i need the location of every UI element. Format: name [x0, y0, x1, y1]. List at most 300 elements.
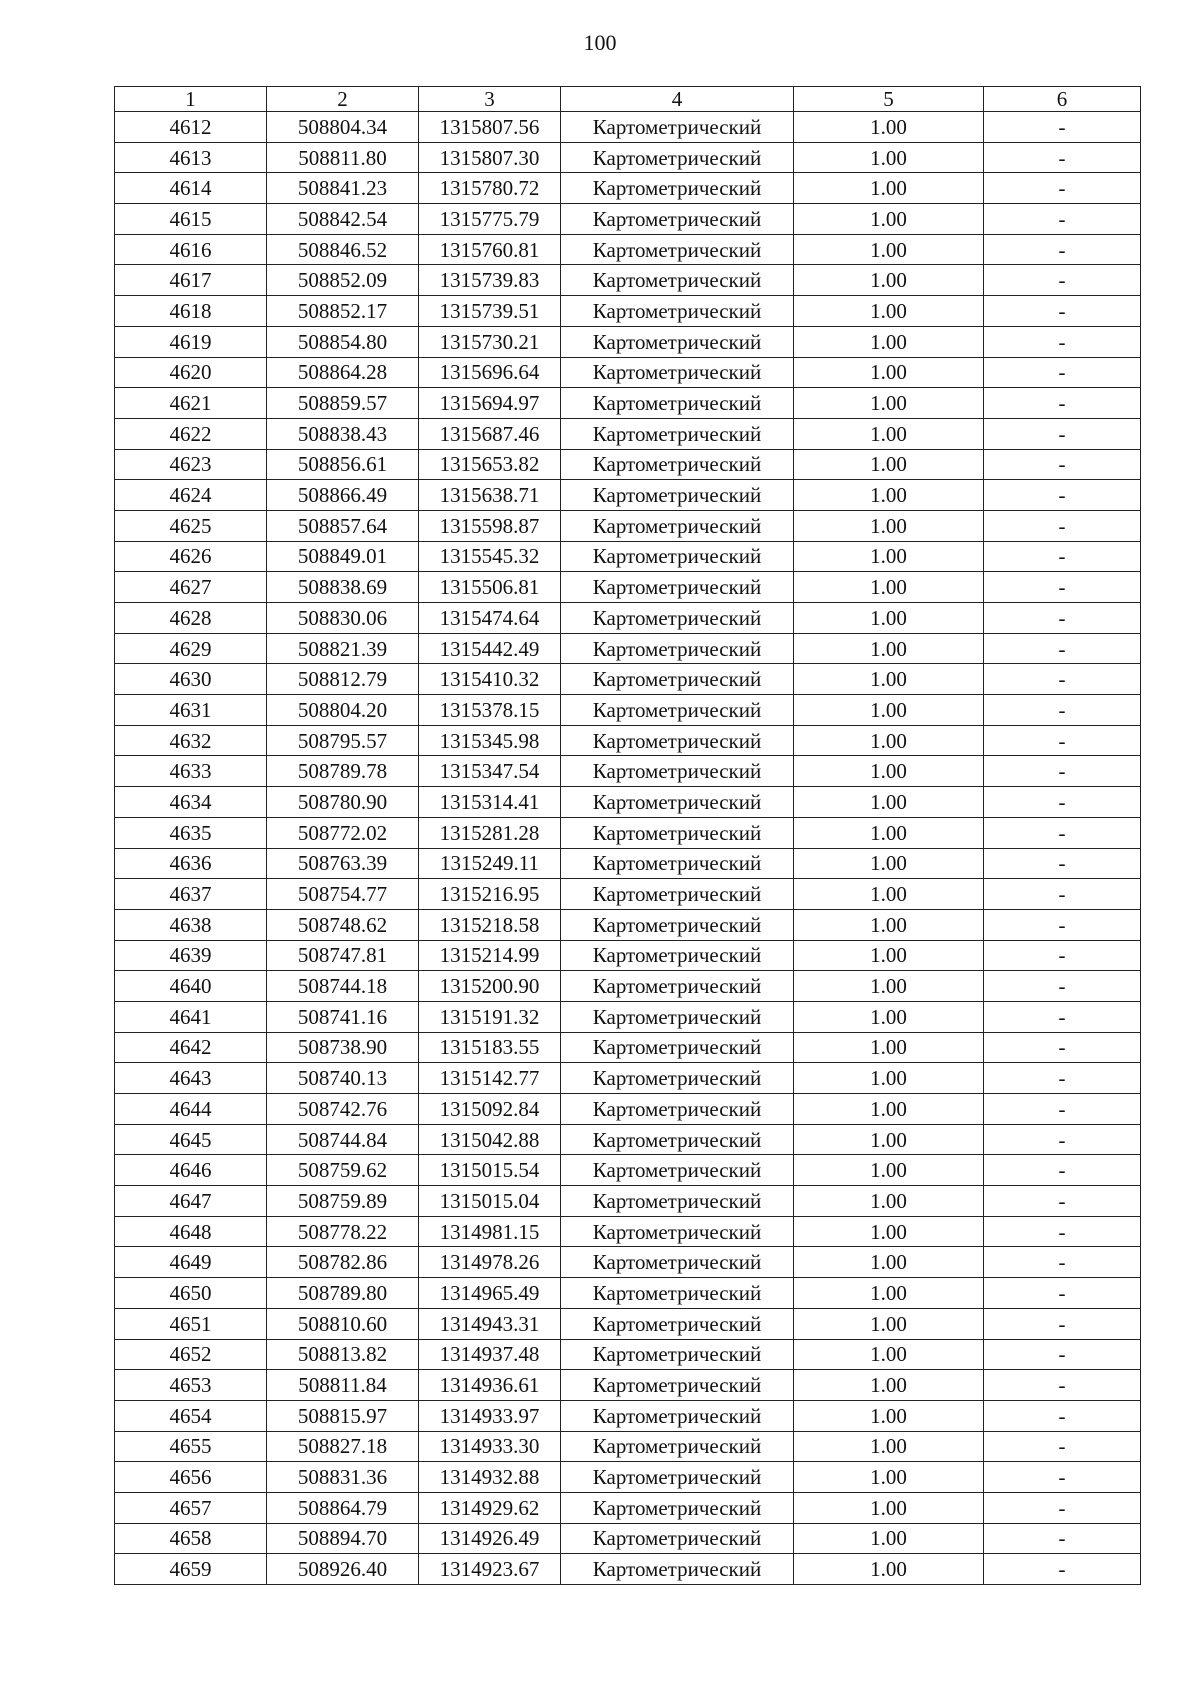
y-coordinate-cell: 1314936.61 [419, 1370, 561, 1401]
point-number-cell: 4659 [115, 1554, 267, 1585]
method-cell: Картометрический [561, 1523, 794, 1554]
accuracy-cell: 1.00 [794, 173, 984, 204]
accuracy-cell: 1.00 [794, 1308, 984, 1339]
point-number-cell: 4643 [115, 1063, 267, 1094]
column-header-2: 2 [267, 87, 419, 112]
note-cell: - [984, 265, 1141, 296]
accuracy-cell: 1.00 [794, 1554, 984, 1585]
y-coordinate-cell: 1315694.97 [419, 388, 561, 419]
table-body [115, 112, 1141, 1585]
accuracy-cell: 1.00 [794, 326, 984, 357]
point-number-cell: 4619 [115, 326, 267, 357]
note-cell: - [984, 112, 1141, 143]
x-coordinate-cell: 508759.89 [267, 1186, 419, 1217]
method-cell: Картометрический [561, 541, 794, 572]
table-row [115, 695, 1141, 726]
y-coordinate-cell: 1315807.30 [419, 142, 561, 173]
accuracy-cell: 1.00 [794, 1063, 984, 1094]
note-cell: - [984, 909, 1141, 940]
table-row [115, 449, 1141, 480]
note-cell: - [984, 940, 1141, 971]
point-number-cell: 4653 [115, 1370, 267, 1401]
table-row [115, 388, 1141, 419]
note-cell: - [984, 1523, 1141, 1554]
x-coordinate-cell: 508740.13 [267, 1063, 419, 1094]
table-row [115, 909, 1141, 940]
point-number-cell: 4629 [115, 633, 267, 664]
note-cell: - [984, 879, 1141, 910]
y-coordinate-cell: 1315015.54 [419, 1155, 561, 1186]
accuracy-cell: 1.00 [794, 449, 984, 480]
table-row [115, 326, 1141, 357]
accuracy-cell: 1.00 [794, 142, 984, 173]
x-coordinate-cell: 508841.23 [267, 173, 419, 204]
note-cell: - [984, 480, 1141, 511]
note-cell: - [984, 633, 1141, 664]
point-number-cell: 4638 [115, 909, 267, 940]
note-cell: - [984, 1032, 1141, 1063]
accuracy-cell: 1.00 [794, 971, 984, 1002]
accuracy-cell: 1.00 [794, 1155, 984, 1186]
note-cell: - [984, 234, 1141, 265]
table-row [115, 357, 1141, 388]
table-row [115, 418, 1141, 449]
table-row [115, 1155, 1141, 1186]
x-coordinate-cell: 508852.09 [267, 265, 419, 296]
accuracy-cell: 1.00 [794, 909, 984, 940]
y-coordinate-cell: 1315653.82 [419, 449, 561, 480]
note-cell: - [984, 296, 1141, 327]
note-cell: - [984, 1216, 1141, 1247]
x-coordinate-cell: 508738.90 [267, 1032, 419, 1063]
table-row [115, 1523, 1141, 1554]
y-coordinate-cell: 1315378.15 [419, 695, 561, 726]
point-number-cell: 4647 [115, 1186, 267, 1217]
accuracy-cell: 1.00 [794, 879, 984, 910]
note-cell: - [984, 664, 1141, 695]
point-number-cell: 4618 [115, 296, 267, 327]
y-coordinate-cell: 1314932.88 [419, 1462, 561, 1493]
x-coordinate-cell: 508744.18 [267, 971, 419, 1002]
table-row [115, 1400, 1141, 1431]
x-coordinate-cell: 508754.77 [267, 879, 419, 910]
table-row [115, 756, 1141, 787]
table-row [115, 142, 1141, 173]
method-cell: Картометрический [561, 1492, 794, 1523]
method-cell: Картометрический [561, 725, 794, 756]
method-cell: Картометрический [561, 603, 794, 634]
point-number-cell: 4640 [115, 971, 267, 1002]
y-coordinate-cell: 1314937.48 [419, 1339, 561, 1370]
point-number-cell: 4625 [115, 510, 267, 541]
table-row [115, 1370, 1141, 1401]
accuracy-cell: 1.00 [794, 725, 984, 756]
x-coordinate-cell: 508838.43 [267, 418, 419, 449]
method-cell: Картометрический [561, 1155, 794, 1186]
x-coordinate-cell: 508859.57 [267, 388, 419, 419]
y-coordinate-cell: 1315281.28 [419, 817, 561, 848]
note-cell: - [984, 510, 1141, 541]
accuracy-cell: 1.00 [794, 664, 984, 695]
y-coordinate-cell: 1315183.55 [419, 1032, 561, 1063]
point-number-cell: 4627 [115, 572, 267, 603]
method-cell: Картометрический [561, 388, 794, 419]
accuracy-cell: 1.00 [794, 1278, 984, 1309]
note-cell: - [984, 1155, 1141, 1186]
method-cell: Картометрический [561, 1247, 794, 1278]
method-cell: Картометрический [561, 173, 794, 204]
x-coordinate-cell: 508852.17 [267, 296, 419, 327]
method-cell: Картометрический [561, 418, 794, 449]
table-row [115, 572, 1141, 603]
point-number-cell: 4621 [115, 388, 267, 419]
y-coordinate-cell: 1315314.41 [419, 787, 561, 818]
x-coordinate-cell: 508864.28 [267, 357, 419, 388]
point-number-cell: 4614 [115, 173, 267, 204]
accuracy-cell: 1.00 [794, 1400, 984, 1431]
point-number-cell: 4656 [115, 1462, 267, 1493]
y-coordinate-cell: 1314978.26 [419, 1247, 561, 1278]
point-number-cell: 4650 [115, 1278, 267, 1309]
point-number-cell: 4613 [115, 142, 267, 173]
point-number-cell: 4632 [115, 725, 267, 756]
method-cell: Картометрический [561, 234, 794, 265]
method-cell: Картометрический [561, 357, 794, 388]
accuracy-cell: 1.00 [794, 1523, 984, 1554]
method-cell: Картометрический [561, 142, 794, 173]
table-row [115, 204, 1141, 235]
x-coordinate-cell: 508789.80 [267, 1278, 419, 1309]
x-coordinate-cell: 508827.18 [267, 1431, 419, 1462]
x-coordinate-cell: 508782.86 [267, 1247, 419, 1278]
table-row [115, 112, 1141, 143]
x-coordinate-cell: 508854.80 [267, 326, 419, 357]
table-row [115, 1339, 1141, 1370]
y-coordinate-cell: 1315042.88 [419, 1124, 561, 1155]
method-cell: Картометрический [561, 265, 794, 296]
x-coordinate-cell: 508856.61 [267, 449, 419, 480]
y-coordinate-cell: 1315807.56 [419, 112, 561, 143]
x-coordinate-cell: 508789.78 [267, 756, 419, 787]
accuracy-cell: 1.00 [794, 480, 984, 511]
coordinates-table [114, 86, 1141, 1585]
point-number-cell: 4646 [115, 1155, 267, 1186]
accuracy-cell: 1.00 [794, 204, 984, 235]
y-coordinate-cell: 1314943.31 [419, 1308, 561, 1339]
point-number-cell: 4655 [115, 1431, 267, 1462]
method-cell: Картометрический [561, 940, 794, 971]
x-coordinate-cell: 508759.62 [267, 1155, 419, 1186]
accuracy-cell: 1.00 [794, 1492, 984, 1523]
y-coordinate-cell: 1314929.62 [419, 1492, 561, 1523]
column-header-5: 5 [794, 87, 984, 112]
x-coordinate-cell: 508742.76 [267, 1094, 419, 1125]
x-coordinate-cell: 508748.62 [267, 909, 419, 940]
y-coordinate-cell: 1315780.72 [419, 173, 561, 204]
note-cell: - [984, 1186, 1141, 1217]
x-coordinate-cell: 508741.16 [267, 1001, 419, 1032]
method-cell: Картометрический [561, 1554, 794, 1585]
note-cell: - [984, 1492, 1141, 1523]
note-cell: - [984, 848, 1141, 879]
table-row [115, 1462, 1141, 1493]
table-row [115, 1001, 1141, 1032]
method-cell: Картометрический [561, 664, 794, 695]
table-row [115, 1308, 1141, 1339]
header-row [115, 87, 1141, 112]
x-coordinate-cell: 508846.52 [267, 234, 419, 265]
y-coordinate-cell: 1315191.32 [419, 1001, 561, 1032]
accuracy-cell: 1.00 [794, 112, 984, 143]
accuracy-cell: 1.00 [794, 234, 984, 265]
x-coordinate-cell: 508864.79 [267, 1492, 419, 1523]
x-coordinate-cell: 508926.40 [267, 1554, 419, 1585]
accuracy-cell: 1.00 [794, 1186, 984, 1217]
table-row [115, 603, 1141, 634]
point-number-cell: 4641 [115, 1001, 267, 1032]
accuracy-cell: 1.00 [794, 940, 984, 971]
y-coordinate-cell: 1314926.49 [419, 1523, 561, 1554]
point-number-cell: 4642 [115, 1032, 267, 1063]
point-number-cell: 4630 [115, 664, 267, 695]
y-coordinate-cell: 1315474.64 [419, 603, 561, 634]
method-cell: Картометрический [561, 633, 794, 664]
x-coordinate-cell: 508804.34 [267, 112, 419, 143]
accuracy-cell: 1.00 [794, 510, 984, 541]
x-coordinate-cell: 508842.54 [267, 204, 419, 235]
note-cell: - [984, 142, 1141, 173]
y-coordinate-cell: 1315775.79 [419, 204, 561, 235]
x-coordinate-cell: 508813.82 [267, 1339, 419, 1370]
table-row [115, 879, 1141, 910]
note-cell: - [984, 1339, 1141, 1370]
note-cell: - [984, 1063, 1141, 1094]
note-cell: - [984, 1400, 1141, 1431]
table-row [115, 1216, 1141, 1247]
page-number: 100 [583, 30, 617, 55]
note-cell: - [984, 388, 1141, 419]
method-cell: Картометрический [561, 1063, 794, 1094]
note-cell: - [984, 971, 1141, 1002]
x-coordinate-cell: 508815.97 [267, 1400, 419, 1431]
method-cell: Картометрический [561, 296, 794, 327]
method-cell: Картометрический [561, 1278, 794, 1309]
method-cell: Картометрический [561, 510, 794, 541]
note-cell: - [984, 204, 1141, 235]
note-cell: - [984, 1094, 1141, 1125]
note-cell: - [984, 1554, 1141, 1585]
point-number-cell: 4648 [115, 1216, 267, 1247]
method-cell: Картометрический [561, 1216, 794, 1247]
column-header-6: 6 [984, 87, 1141, 112]
x-coordinate-cell: 508831.36 [267, 1462, 419, 1493]
table-row [115, 1124, 1141, 1155]
table-row [115, 940, 1141, 971]
x-coordinate-cell: 508811.84 [267, 1370, 419, 1401]
note-cell: - [984, 541, 1141, 572]
note-cell: - [984, 572, 1141, 603]
accuracy-cell: 1.00 [794, 633, 984, 664]
table-row [115, 265, 1141, 296]
x-coordinate-cell: 508763.39 [267, 848, 419, 879]
note-cell: - [984, 787, 1141, 818]
y-coordinate-cell: 1315730.21 [419, 326, 561, 357]
y-coordinate-cell: 1315092.84 [419, 1094, 561, 1125]
point-number-cell: 4612 [115, 112, 267, 143]
point-number-cell: 4637 [115, 879, 267, 910]
accuracy-cell: 1.00 [794, 1247, 984, 1278]
y-coordinate-cell: 1314933.97 [419, 1400, 561, 1431]
x-coordinate-cell: 508772.02 [267, 817, 419, 848]
x-coordinate-cell: 508812.79 [267, 664, 419, 695]
note-cell: - [984, 1431, 1141, 1462]
accuracy-cell: 1.00 [794, 357, 984, 388]
table-row [115, 541, 1141, 572]
y-coordinate-cell: 1314965.49 [419, 1278, 561, 1309]
y-coordinate-cell: 1315638.71 [419, 480, 561, 511]
accuracy-cell: 1.00 [794, 572, 984, 603]
table-row [115, 1431, 1141, 1462]
point-number-cell: 4652 [115, 1339, 267, 1370]
column-header-4: 4 [561, 87, 794, 112]
accuracy-cell: 1.00 [794, 418, 984, 449]
accuracy-cell: 1.00 [794, 1216, 984, 1247]
note-cell: - [984, 1462, 1141, 1493]
y-coordinate-cell: 1315506.81 [419, 572, 561, 603]
x-coordinate-cell: 508811.80 [267, 142, 419, 173]
note-cell: - [984, 173, 1141, 204]
accuracy-cell: 1.00 [794, 848, 984, 879]
table-row [115, 1063, 1141, 1094]
x-coordinate-cell: 508838.69 [267, 572, 419, 603]
accuracy-cell: 1.00 [794, 388, 984, 419]
note-cell: - [984, 725, 1141, 756]
method-cell: Картометрический [561, 572, 794, 603]
method-cell: Картометрический [561, 1370, 794, 1401]
y-coordinate-cell: 1315218.58 [419, 909, 561, 940]
x-coordinate-cell: 508849.01 [267, 541, 419, 572]
point-number-cell: 4622 [115, 418, 267, 449]
method-cell: Картометрический [561, 1462, 794, 1493]
y-coordinate-cell: 1314933.30 [419, 1431, 561, 1462]
method-cell: Картометрический [561, 1339, 794, 1370]
y-coordinate-cell: 1315442.49 [419, 633, 561, 664]
note-cell: - [984, 603, 1141, 634]
point-number-cell: 4634 [115, 787, 267, 818]
method-cell: Картометрический [561, 326, 794, 357]
accuracy-cell: 1.00 [794, 1370, 984, 1401]
table-header [115, 87, 1141, 112]
method-cell: Картометрический [561, 695, 794, 726]
point-number-cell: 4628 [115, 603, 267, 634]
x-coordinate-cell: 508830.06 [267, 603, 419, 634]
accuracy-cell: 1.00 [794, 756, 984, 787]
accuracy-cell: 1.00 [794, 817, 984, 848]
note-cell: - [984, 326, 1141, 357]
point-number-cell: 4631 [115, 695, 267, 726]
column-header-3: 3 [419, 87, 561, 112]
method-cell: Картометрический [561, 1124, 794, 1155]
accuracy-cell: 1.00 [794, 296, 984, 327]
accuracy-cell: 1.00 [794, 695, 984, 726]
method-cell: Картометрический [561, 1308, 794, 1339]
point-number-cell: 4651 [115, 1308, 267, 1339]
table-row [115, 480, 1141, 511]
note-cell: - [984, 1247, 1141, 1278]
y-coordinate-cell: 1315696.64 [419, 357, 561, 388]
accuracy-cell: 1.00 [794, 1001, 984, 1032]
table-row [115, 173, 1141, 204]
point-number-cell: 4635 [115, 817, 267, 848]
note-cell: - [984, 1308, 1141, 1339]
y-coordinate-cell: 1315200.90 [419, 971, 561, 1002]
x-coordinate-cell: 508778.22 [267, 1216, 419, 1247]
table-row [115, 725, 1141, 756]
y-coordinate-cell: 1315598.87 [419, 510, 561, 541]
y-coordinate-cell: 1315249.11 [419, 848, 561, 879]
note-cell: - [984, 449, 1141, 480]
y-coordinate-cell: 1315410.32 [419, 664, 561, 695]
accuracy-cell: 1.00 [794, 787, 984, 818]
x-coordinate-cell: 508744.84 [267, 1124, 419, 1155]
point-number-cell: 4624 [115, 480, 267, 511]
method-cell: Картометрический [561, 1001, 794, 1032]
y-coordinate-cell: 1315015.04 [419, 1186, 561, 1217]
column-header-1: 1 [115, 87, 267, 112]
method-cell: Картометрический [561, 1400, 794, 1431]
x-coordinate-cell: 508894.70 [267, 1523, 419, 1554]
method-cell: Картометрический [561, 204, 794, 235]
x-coordinate-cell: 508804.20 [267, 695, 419, 726]
table-row [115, 1554, 1141, 1585]
point-number-cell: 4623 [115, 449, 267, 480]
point-number-cell: 4617 [115, 265, 267, 296]
method-cell: Картометрический [561, 449, 794, 480]
accuracy-cell: 1.00 [794, 1431, 984, 1462]
method-cell: Картометрический [561, 112, 794, 143]
table-row [115, 234, 1141, 265]
method-cell: Картометрический [561, 1186, 794, 1217]
x-coordinate-cell: 508821.39 [267, 633, 419, 664]
point-number-cell: 4616 [115, 234, 267, 265]
y-coordinate-cell: 1315347.54 [419, 756, 561, 787]
y-coordinate-cell: 1315739.83 [419, 265, 561, 296]
y-coordinate-cell: 1314923.67 [419, 1554, 561, 1585]
y-coordinate-cell: 1315345.98 [419, 725, 561, 756]
method-cell: Картометрический [561, 756, 794, 787]
accuracy-cell: 1.00 [794, 1339, 984, 1370]
method-cell: Картометрический [561, 480, 794, 511]
y-coordinate-cell: 1315216.95 [419, 879, 561, 910]
point-number-cell: 4636 [115, 848, 267, 879]
table-row [115, 664, 1141, 695]
accuracy-cell: 1.00 [794, 1094, 984, 1125]
note-cell: - [984, 418, 1141, 449]
x-coordinate-cell: 508866.49 [267, 480, 419, 511]
table-row [115, 1094, 1141, 1125]
point-number-cell: 4615 [115, 204, 267, 235]
y-coordinate-cell: 1314981.15 [419, 1216, 561, 1247]
accuracy-cell: 1.00 [794, 603, 984, 634]
method-cell: Картометрический [561, 879, 794, 910]
table-row [115, 510, 1141, 541]
table-row [115, 787, 1141, 818]
method-cell: Картометрический [561, 1094, 794, 1125]
table-row [115, 1247, 1141, 1278]
point-number-cell: 4658 [115, 1523, 267, 1554]
table-row [115, 848, 1141, 879]
y-coordinate-cell: 1315545.32 [419, 541, 561, 572]
